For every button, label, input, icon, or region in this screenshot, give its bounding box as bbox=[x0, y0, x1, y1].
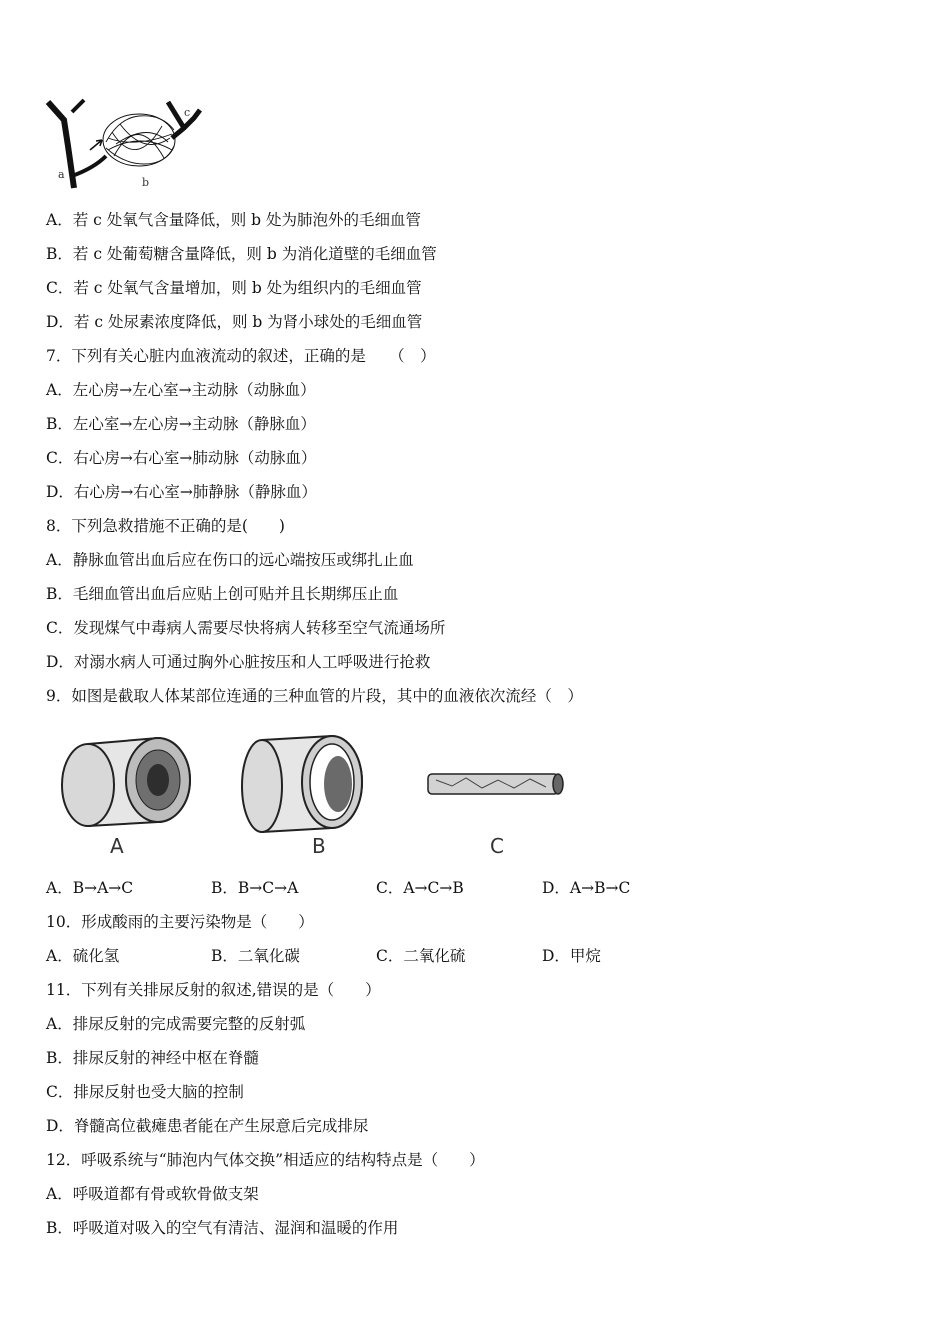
vessel-label-b: b bbox=[142, 176, 150, 189]
q8-stem: 8．下列急救措施不正确的是( ) bbox=[46, 517, 285, 535]
q12-stem: 12．呼吸系统与“肺泡内气体交换”相适应的结构特点是（ ） bbox=[46, 1151, 485, 1169]
q10-option-d: D．甲烷 bbox=[542, 947, 601, 965]
q10-option-b: B．二氧化碳 bbox=[211, 947, 300, 965]
q6-option-a: A．若 c 处氧气含量降低，则 b 处为肺泡外的毛细血管 bbox=[46, 211, 422, 229]
q9-option-b: B．B→C→A bbox=[211, 879, 299, 897]
q10-option-a: A．硫化氢 bbox=[46, 947, 120, 965]
vessel-b-drawing bbox=[236, 730, 376, 834]
vessel-c-drawing bbox=[422, 768, 572, 804]
q7-option-a: A．左心房→左心室→主动脉（动脉血） bbox=[46, 381, 316, 399]
q7-option-d: D．右心房→右心室→肺静脉（静脉血） bbox=[46, 483, 317, 501]
capillary-network-figure bbox=[44, 98, 202, 194]
q6-option-b: B．若 c 处葡萄糖含量降低，则 b 为消化道壁的毛细血管 bbox=[46, 245, 437, 263]
vessel-c-label: C bbox=[490, 834, 504, 858]
q12-option-a: A．呼吸道都有骨或软骨做支架 bbox=[46, 1185, 259, 1203]
q11-option-b: B．排尿反射的神经中枢在脊髓 bbox=[46, 1049, 259, 1067]
q8-option-b: B．毛细血管出血后应贴上创可贴并且长期绑压止血 bbox=[46, 585, 399, 603]
vessel-label-c: c bbox=[184, 106, 191, 119]
q7-stem: 7．下列有关心脏内血液流动的叙述，正确的是 （ ） bbox=[46, 347, 436, 365]
q11-option-d: D．脊髓高位截瘫患者能在产生尿意后完成排尿 bbox=[46, 1117, 369, 1135]
q12-option-b: B．呼吸道对吸入的空气有清洁、湿润和温暖的作用 bbox=[46, 1219, 399, 1237]
q7-option-c: C．右心房→右心室→肺动脉（动脉血） bbox=[46, 449, 317, 467]
q8-option-a: A．静脉血管出血后应在伤口的远心端按压或绑扎止血 bbox=[46, 551, 414, 569]
blood-vessels-figure bbox=[50, 730, 580, 862]
q7-option-b: B．左心室→左心房→主动脉（静脉血） bbox=[46, 415, 316, 433]
q11-stem: 11．下列有关排尿反射的叙述,错误的是（ ） bbox=[46, 981, 381, 999]
q9-option-d: D．A→B→C bbox=[542, 879, 631, 897]
q10-stem: 10．形成酸雨的主要污染物是（ ） bbox=[46, 913, 314, 931]
q10-option-c: C．二氧化硫 bbox=[376, 947, 466, 965]
capillary-network-drawing bbox=[44, 98, 202, 194]
vessel-a-label: A bbox=[110, 834, 124, 858]
q6-option-c: C．若 c 处氧气含量增加，则 b 处为组织内的毛细血管 bbox=[46, 279, 422, 297]
vessel-a-drawing bbox=[58, 730, 198, 830]
vessel-label-a: a bbox=[58, 168, 65, 181]
vessel-b-label: B bbox=[312, 834, 326, 858]
q9-option-a: A．B→A→C bbox=[46, 879, 134, 897]
q9-stem: 9．如图是截取人体某部位连通的三种血管的片段，其中的血液依次流经（ ） bbox=[46, 687, 583, 705]
q9-options bbox=[46, 878, 846, 898]
q9-option-c: C．A→C→B bbox=[376, 879, 464, 897]
q10-options bbox=[46, 946, 846, 966]
q8-option-d: D．对溺水病人可通过胸外心脏按压和人工呼吸进行抢救 bbox=[46, 653, 431, 671]
q6-option-d: D．若 c 处尿素浓度降低，则 b 为肾小球处的毛细血管 bbox=[46, 313, 423, 331]
q11-option-a: A．排尿反射的完成需要完整的反射弧 bbox=[46, 1015, 306, 1033]
q8-option-c: C．发现煤气中毒病人需要尽快将病人转移至空气流通场所 bbox=[46, 619, 446, 637]
q11-option-c: C．排尿反射也受大脑的控制 bbox=[46, 1083, 244, 1101]
